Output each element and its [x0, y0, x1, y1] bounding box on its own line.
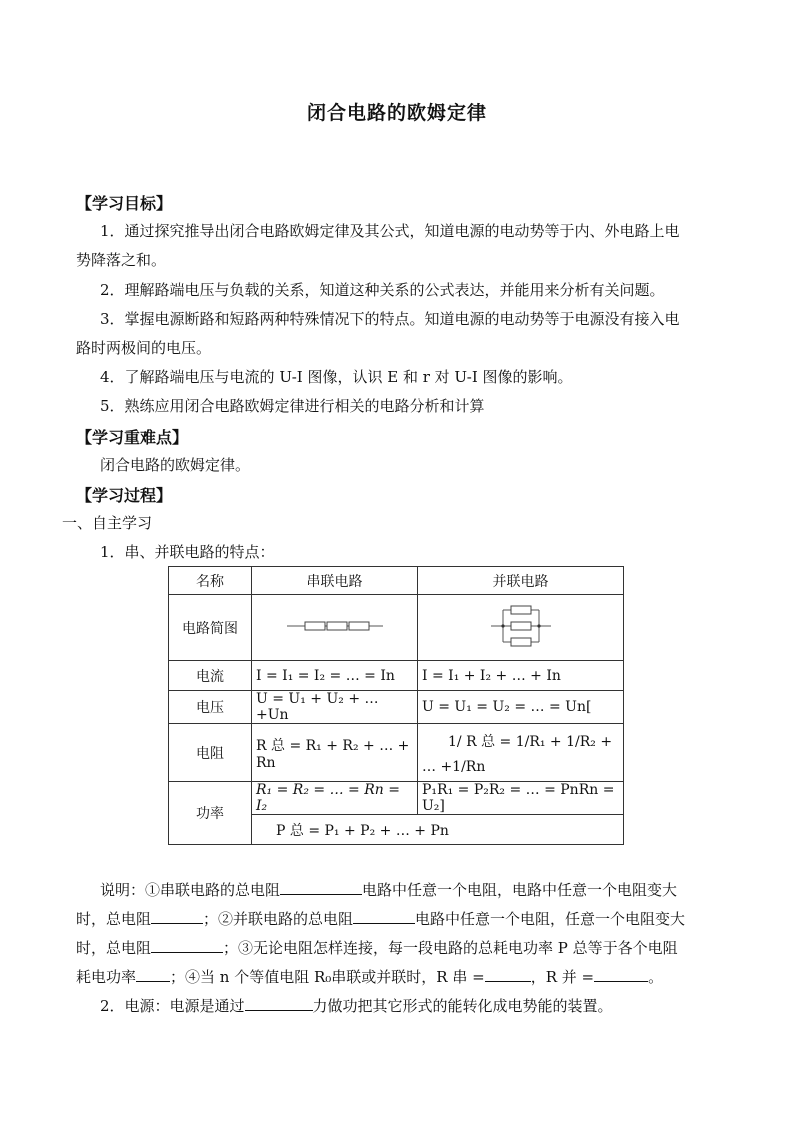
note-text: 电路中任意一个电阻，任意一个电阻变大: [415, 910, 686, 928]
note-text: 耗电功率: [76, 968, 137, 986]
row-resistance: 电阻: [169, 724, 252, 782]
power-parallel: P₁R₁ = P₂R₂ = … = PnRn = U₂]: [418, 782, 624, 815]
row-power: 功率: [169, 782, 252, 845]
row-current: 电流: [169, 661, 252, 691]
note-text: 2．电源：电源是通过: [100, 997, 245, 1015]
current-series: I = I₁ = I₂ = … = In: [252, 661, 418, 691]
col-series: 串联电路: [252, 567, 418, 595]
blank: [151, 909, 203, 924]
note-text: ，R 并 =: [530, 968, 595, 986]
note-text: 。: [648, 968, 664, 986]
note-text: 电路中任意一个电阻，电路中任意一个电阻变大: [362, 881, 678, 899]
blank: [151, 938, 223, 953]
page-title: 闭合电路的欧姆定律: [306, 102, 487, 124]
blank: [136, 967, 170, 982]
note-text: ；④当 n 个等值电阻 R₀串联或并联时，R 串 =: [170, 968, 485, 986]
goal-5: 5．熟练应用闭合电路欧姆定律进行相关的电路分析和计算: [100, 397, 485, 415]
parallel-diagram: [418, 595, 624, 661]
power-total: P 总 = P₁ + P₂ + … + Pn: [252, 815, 624, 845]
power-series: [252, 782, 418, 815]
blank: [353, 909, 415, 924]
part-1: 一、自主学习: [62, 514, 153, 532]
goal-3: 3．掌握电源断路和短路两种特殊情况下的特点。知道电源的电动势等于电源没有接入电: [100, 310, 680, 328]
key-text: 闭合电路的欧姆定律。: [100, 456, 251, 474]
note-line-3: [76, 934, 678, 963]
goal-2: 2．理解路端电压与负载的关系，知道这种关系的公式表达，并能用来分析有关问题。: [100, 281, 665, 299]
note-text: 力做功把其它形式的能转化成电势能的装置。: [312, 997, 613, 1015]
note-line-2: [76, 905, 685, 934]
circuit-table: [168, 566, 624, 845]
col-name: 名称: [169, 567, 252, 595]
resistance-parallel-line1: 1/ R 总 = 1/R₁ + 1/R₂ +: [448, 733, 613, 750]
note-text: ；③无论电阻怎样连接，每一段电路的总耗电功率 P 总等于各个电阻: [223, 939, 678, 957]
note-text: 说明：①串联电路的总电阻: [100, 881, 281, 899]
row-diagram: 电路简图: [169, 595, 252, 661]
blank: [485, 967, 531, 982]
note-text: 时，总电阻: [76, 910, 152, 928]
power-series-frac: R₁ = R₂ = … = Rn = I₂: [256, 782, 400, 814]
note-text: ；②并联电路的总电阻: [203, 910, 354, 928]
goal-1: 1．通过探究推导出闭合电路欧姆定律及其公式，知道电源的电动势等于内、外电路上电: [100, 222, 680, 240]
series-diagram: [252, 595, 418, 661]
goal-3-cont: 路时两极间的电压。: [76, 339, 212, 357]
process-heading: 【学习过程】: [76, 486, 173, 505]
blank: [594, 967, 648, 982]
note-text: 时，总电阻: [76, 939, 152, 957]
resistance-series: R 总 = R₁ + R₂ + … + Rn: [252, 724, 418, 782]
note-line-4: [76, 963, 663, 992]
parallel-circuit-icon: [489, 603, 553, 649]
voltage-series: U = U₁ + U₂ + … +Un: [252, 691, 418, 724]
col-parallel: 并联电路: [418, 567, 624, 595]
item-2: [100, 992, 613, 1021]
resistance-parallel-line2: … +1/Rn: [422, 758, 486, 775]
key-heading: 【学习重难点】: [76, 428, 189, 447]
blank: [245, 996, 313, 1011]
goal-4: 4．了解路端电压与电流的 U-I 图像，认识 E 和 r 对 U-I 图像的影响。: [100, 368, 573, 386]
current-parallel: I = I₁ + I₂ + … + In: [418, 661, 624, 691]
note-line-1: [100, 876, 677, 905]
blank: [280, 880, 362, 895]
series-circuit-icon: [285, 619, 385, 633]
resistance-parallel: [418, 724, 624, 782]
voltage-parallel: U = U₁ = U₂ = … = Un[: [418, 691, 624, 724]
row-voltage: 电压: [169, 691, 252, 724]
goals-heading: 【学习目标】: [76, 194, 173, 213]
item-1: 1．串、并联电路的特点：: [100, 543, 275, 561]
goal-1-cont: 势降落之和。: [76, 251, 167, 269]
